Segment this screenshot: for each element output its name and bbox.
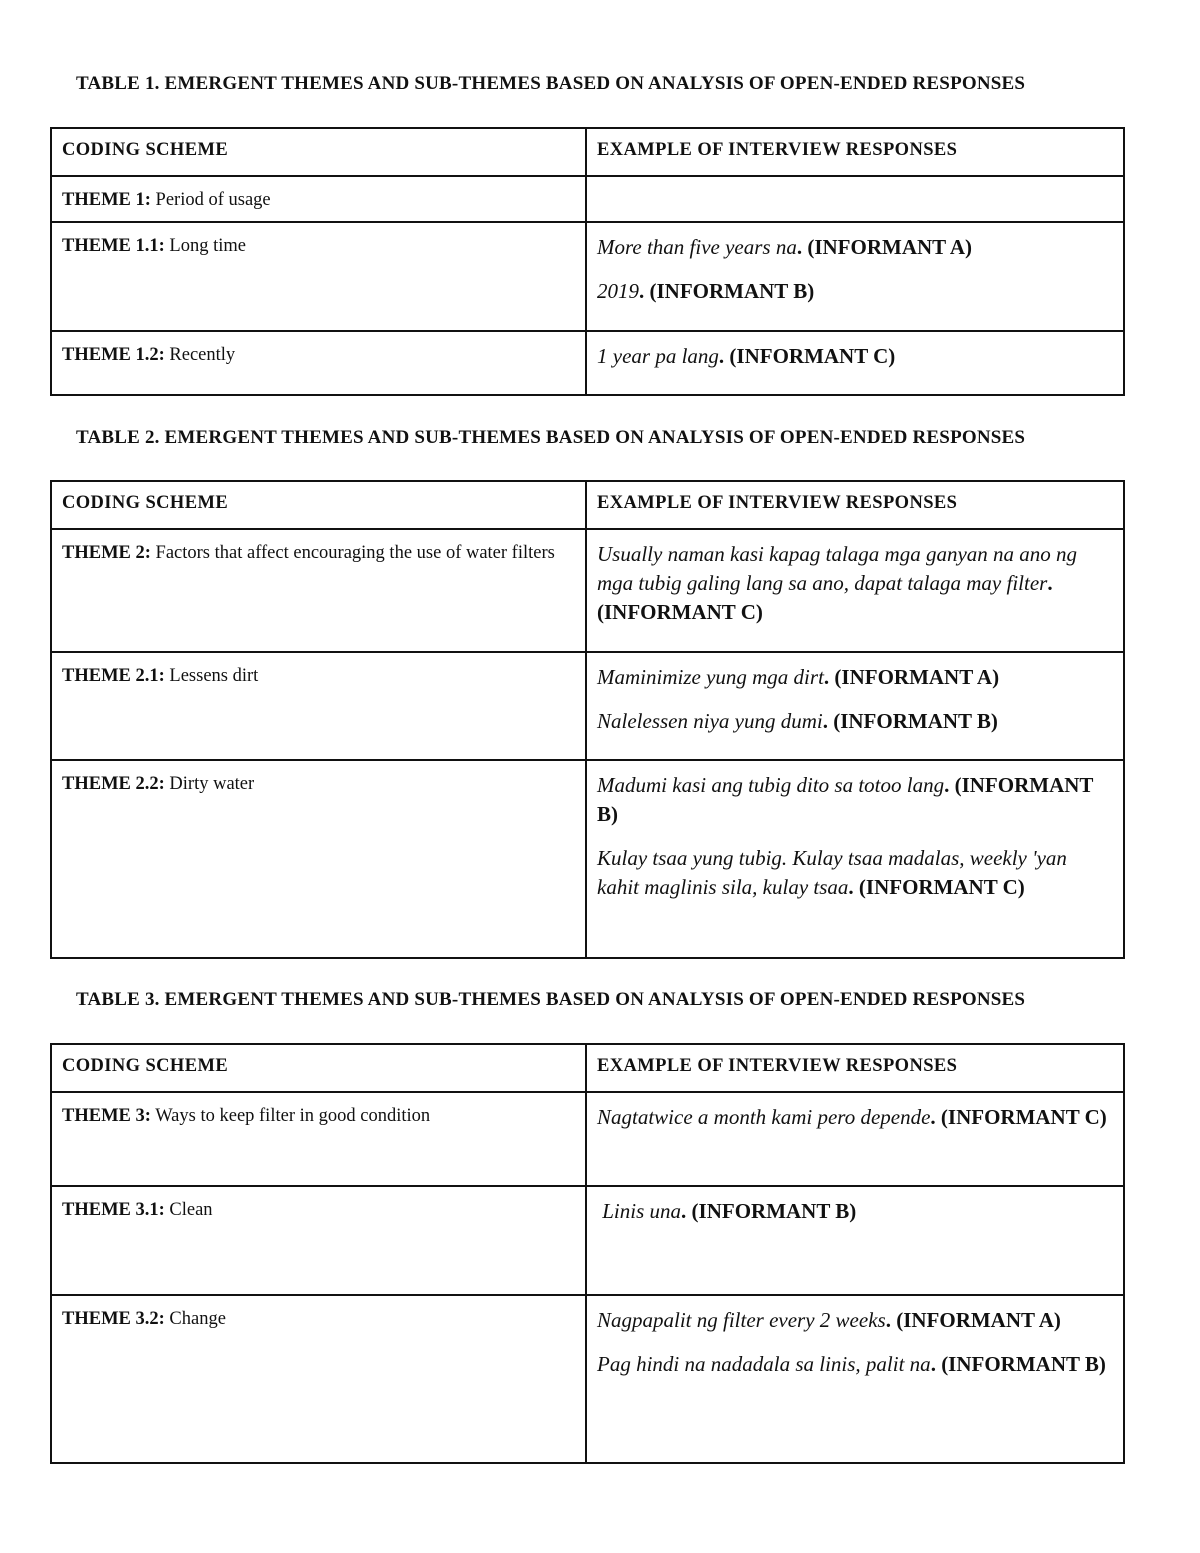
theme-label: THEME 2.1:	[62, 666, 165, 686]
theme-description: Recently	[164, 345, 236, 365]
response-entry	[587, 223, 1123, 262]
response-entry	[587, 653, 1123, 692]
response-quote: 2019	[597, 279, 639, 303]
coding-scheme-header: CODING SCHEME	[62, 493, 229, 513]
table-row	[51, 529, 1124, 652]
response-entry	[587, 262, 1123, 306]
theme-label: THEME 3.2:	[62, 1309, 165, 1329]
response-quote: Pag hindi na nadadala sa linis, palit na	[597, 1352, 931, 1376]
response-source: . (INFORMANT C)	[848, 875, 1025, 899]
theme-label: THEME 3:	[62, 1106, 151, 1126]
theme-description: Clean	[164, 1200, 213, 1220]
response-quote: Nagtatwice a month kami pero depende	[597, 1105, 931, 1129]
response-cell	[586, 1295, 1124, 1463]
table-row	[51, 652, 1124, 760]
table-3-caption: TABLE 3. EMERGENT THEMES AND SUB-THEMES BASED ON ANALYSIS OF OPEN-ENDED RESPONSES	[76, 989, 1026, 1010]
table-1	[50, 127, 1125, 396]
theme-label: THEME 1:	[62, 190, 151, 210]
response-entry	[587, 1335, 1123, 1379]
response-source: . (INFORMANT A)	[796, 235, 973, 259]
response-quote: Kulay tsaa yung tubig. Kulay tsaa madalas, weekly 'yan kahit maglinis sila, kulay tsaa	[597, 846, 1067, 899]
response-entry	[587, 829, 1123, 902]
response-quote: 1 year pa lang	[597, 344, 719, 368]
table-row	[51, 1186, 1124, 1295]
table-row	[51, 176, 1124, 222]
response-entry	[587, 761, 1123, 829]
coding-scheme-header: CODING SCHEME	[62, 140, 229, 160]
theme-description: Factors that affect encouraging the use of water filters	[150, 543, 555, 563]
theme-label: THEME 1.2:	[62, 345, 165, 365]
theme-description: Ways to keep filter in good condition	[150, 1106, 431, 1126]
theme-description: Period of usage	[150, 190, 271, 210]
table-header-row	[51, 1044, 1124, 1092]
response-source: . (INFORMANT C)	[718, 344, 896, 368]
response-entry	[587, 692, 1123, 736]
response-source: . (INFORMANT B)	[681, 1199, 857, 1223]
theme-description: Long time	[164, 236, 246, 256]
table-row	[51, 331, 1124, 395]
theme-label: THEME 3.1:	[62, 1200, 165, 1220]
table-1-caption: TABLE 1. EMERGENT THEMES AND SUB-THEMES BASED ON ANALYSIS OF OPEN-ENDED RESPONSES	[76, 73, 1026, 94]
table-row	[51, 1092, 1124, 1186]
response-entry	[587, 332, 1123, 371]
response-cell	[586, 1186, 1124, 1295]
response-cell	[586, 1092, 1124, 1186]
table-row	[51, 222, 1124, 331]
responses-header: EXAMPLE OF INTERVIEW RESPONSES	[597, 1056, 958, 1076]
response-cell	[586, 176, 1124, 222]
theme-description: Lessens dirt	[164, 666, 259, 686]
theme-cell	[52, 1187, 585, 1223]
response-quote: Maminimize yung mga dirt	[597, 665, 824, 689]
theme-cell	[52, 332, 585, 368]
table-row	[51, 760, 1124, 958]
response-cell	[586, 222, 1124, 331]
response-entry	[587, 1093, 1123, 1132]
table-2-caption: TABLE 2. EMERGENT THEMES AND SUB-THEMES BASED ON ANALYSIS OF OPEN-ENDED RESPONSES	[76, 427, 1026, 448]
response-cell	[586, 760, 1124, 958]
theme-cell	[52, 1296, 585, 1332]
response-source: . (INFORMANT A)	[823, 665, 1000, 689]
theme-cell	[52, 177, 585, 213]
table-header-row	[51, 481, 1124, 529]
theme-description: Change	[164, 1309, 226, 1329]
response-cell	[586, 331, 1124, 395]
response-quote: Linis una	[597, 1199, 682, 1223]
response-source: . (INFORMANT B)	[597, 773, 1094, 826]
response-entry	[587, 1187, 1123, 1226]
response-source: . (INFORMANT B)	[930, 1352, 1106, 1376]
response-quote: Nalelessen niya yung dumi	[597, 709, 823, 733]
responses-header: EXAMPLE OF INTERVIEW RESPONSES	[597, 493, 958, 513]
theme-description: Dirty water	[164, 774, 255, 794]
response-entry	[587, 1296, 1123, 1335]
theme-label: THEME 1.1:	[62, 236, 165, 256]
response-source: . (INFORMANT B)	[639, 279, 815, 303]
response-source: . (INFORMANT C)	[597, 571, 1053, 624]
response-entry	[587, 530, 1123, 627]
coding-scheme-header: CODING SCHEME	[62, 1056, 229, 1076]
theme-cell	[52, 530, 585, 566]
response-cell	[586, 652, 1124, 760]
theme-cell	[52, 223, 585, 259]
response-quote: More than five years na	[597, 235, 797, 259]
response-cell	[586, 529, 1124, 652]
response-quote: Nagpapalit ng filter every 2 weeks	[597, 1308, 886, 1332]
theme-label: THEME 2.2:	[62, 774, 165, 794]
theme-cell	[52, 761, 585, 797]
table-header-row	[51, 128, 1124, 176]
response-quote: Usually naman kasi kapag talaga mga ganyan na ano ng mga tubig galing lang sa ano, dapat talaga may filter	[597, 542, 1078, 595]
theme-label: THEME 2:	[62, 543, 151, 563]
table-3	[50, 1043, 1125, 1464]
response-quote: Madumi kasi ang tubig dito sa totoo lang	[597, 773, 945, 797]
responses-header: EXAMPLE OF INTERVIEW RESPONSES	[597, 140, 958, 160]
table-row	[51, 1295, 1124, 1463]
response-source: . (INFORMANT C)	[930, 1105, 1107, 1129]
table-2	[50, 480, 1125, 959]
response-source: . (INFORMANT A)	[885, 1308, 1061, 1332]
theme-cell	[52, 1093, 585, 1129]
theme-cell	[52, 653, 585, 689]
response-source: . (INFORMANT B)	[822, 709, 998, 733]
